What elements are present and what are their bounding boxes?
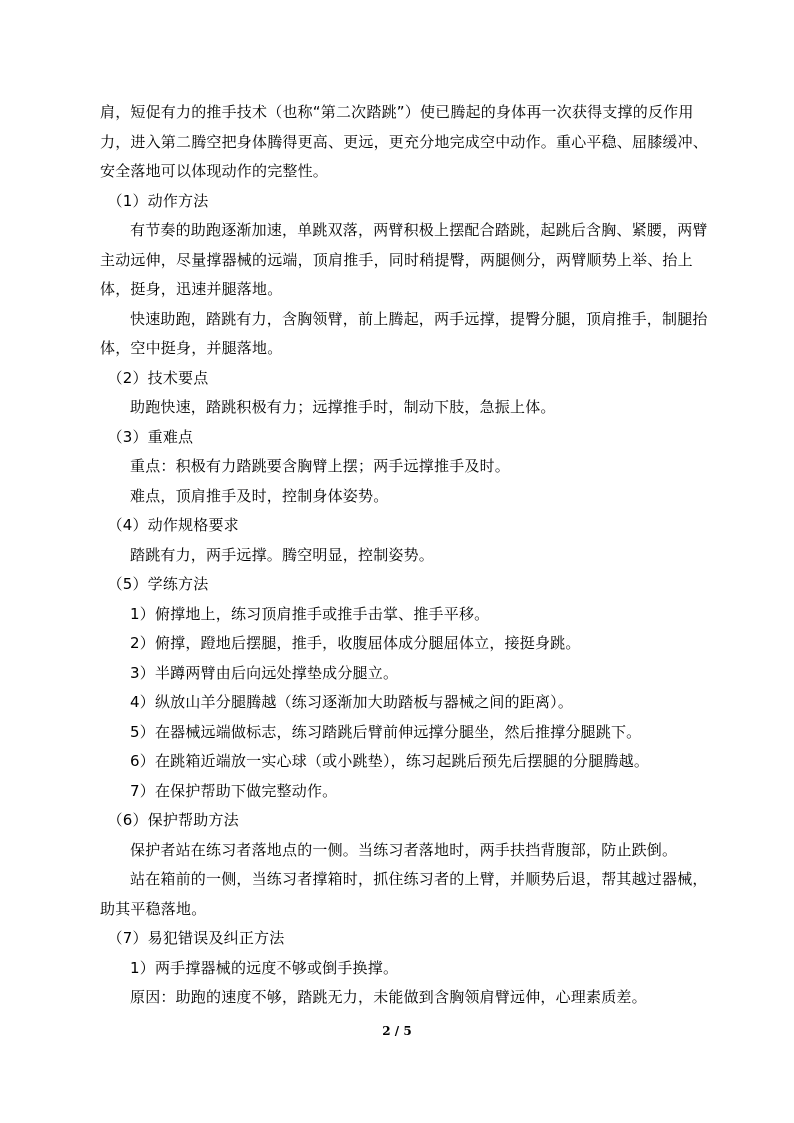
page-number: 2 / 5 bbox=[382, 1024, 412, 1038]
paragraph-key-point: 重点：积极有力踏跳要含胸臂上摆；两手远撑推手及时。 bbox=[130, 457, 511, 475]
document-body bbox=[100, 98, 712, 1013]
section-heading-action-method: （1）动作方法 bbox=[107, 191, 209, 210]
section-heading-technical-points: （2）技术要点 bbox=[107, 368, 209, 387]
paragraph-protection-1: 保护者站在练习者落地点的一侧。当练习者落地时，两手扶挡背腹部，防止跌倒。 bbox=[130, 840, 678, 859]
section-heading-practice-methods: （5）学练方法 bbox=[107, 575, 209, 593]
list-item-practice-6: 6）在跳箱近端放一实心球（或小跳垫），练习起跳后预先后摆腿的分腿腾越。 bbox=[130, 752, 650, 770]
section-heading-common-errors: （7）易犯错误及纠正方法 bbox=[107, 929, 285, 947]
list-item-practice-1: 1）俯撑地上，练习顶肩推手或推手击掌、推手平移。 bbox=[130, 604, 490, 623]
section-heading-key-difficulties: （3）重难点 bbox=[107, 427, 194, 446]
list-item-practice-5: 5）在器械远端做标志，练习踏跳后臂前伸远撑分腿坐，然后推撑分腿跳下。 bbox=[130, 722, 642, 741]
paragraph-action-method-2: 快速助跑，踏跳有力，含胸领臂，前上腾起，两手远撑，提臀分腿，顶肩推手，制腿抬体，空中挺身，并腿落地。 bbox=[100, 309, 708, 357]
paragraph-technical-points: 助跑快速，踏跳积极有力；远撑推手时，制动下肢，急振上体。 bbox=[130, 398, 556, 416]
paragraph-action-method-1: 有节奏的助跑逐渐加速，单跳双落，两臂积极上摆配合踏跳，起跳后含胸、紧腰，两臂主动远伸，尽量撑器械的远端，顶肩推手，同时稍提臀，两腿侧分，两臂顺势上举、抬上体，挺身，迅速并腿落地。 bbox=[100, 221, 708, 298]
list-item-practice-7: 7）在保护帮助下做完整动作。 bbox=[130, 781, 338, 800]
list-item-error-1: 1）两手撑器械的远度不够或倒手换撑。 bbox=[130, 958, 399, 977]
section-heading-specifications: （4）动作规格要求 bbox=[107, 516, 239, 534]
paragraph-specifications: 踏跳有力，两手远撑。腾空明显，控制姿势。 bbox=[130, 545, 435, 564]
paragraph-difficulty: 难点，顶肩推手及时，控制身体姿势。 bbox=[130, 486, 389, 505]
list-item-practice-3: 3）半蹲两臂由后向远处撑垫成分腿立。 bbox=[130, 663, 399, 682]
list-item-practice-2: 2）俯撑，蹬地后摆腿，推手，收腹屈体成分腿屈体立，接挺身跳。 bbox=[130, 634, 581, 652]
section-heading-protection: （6）保护帮助方法 bbox=[107, 811, 239, 829]
paragraph-protection-2: 站在箱前的一侧，当练习者撑箱时，抓住练习者的上臂，并顺势后退，帮其越过器械，助其平稳落地。 bbox=[100, 870, 708, 918]
paragraph-intro-continued: 肩，短促有力的推手技术（也称“第二次踏跳”）使已腾起的身体再一次获得支撑的反作用力，进入第二腾空把身体腾得更高、更远，更充分地完成空中动作。重心平稳、屈膝缓冲、安全落地可以体现动作的完整性。 bbox=[100, 103, 709, 180]
paragraph-error-cause: 原因：助跑的速度不够，踏跳无力，未能做到含胸领肩臂远伸，心理素质差。 bbox=[130, 988, 647, 1006]
list-item-practice-4: 4）纵放山羊分腿腾越（练习逐渐加大助踏板与器械之间的距离）。 bbox=[130, 693, 574, 711]
